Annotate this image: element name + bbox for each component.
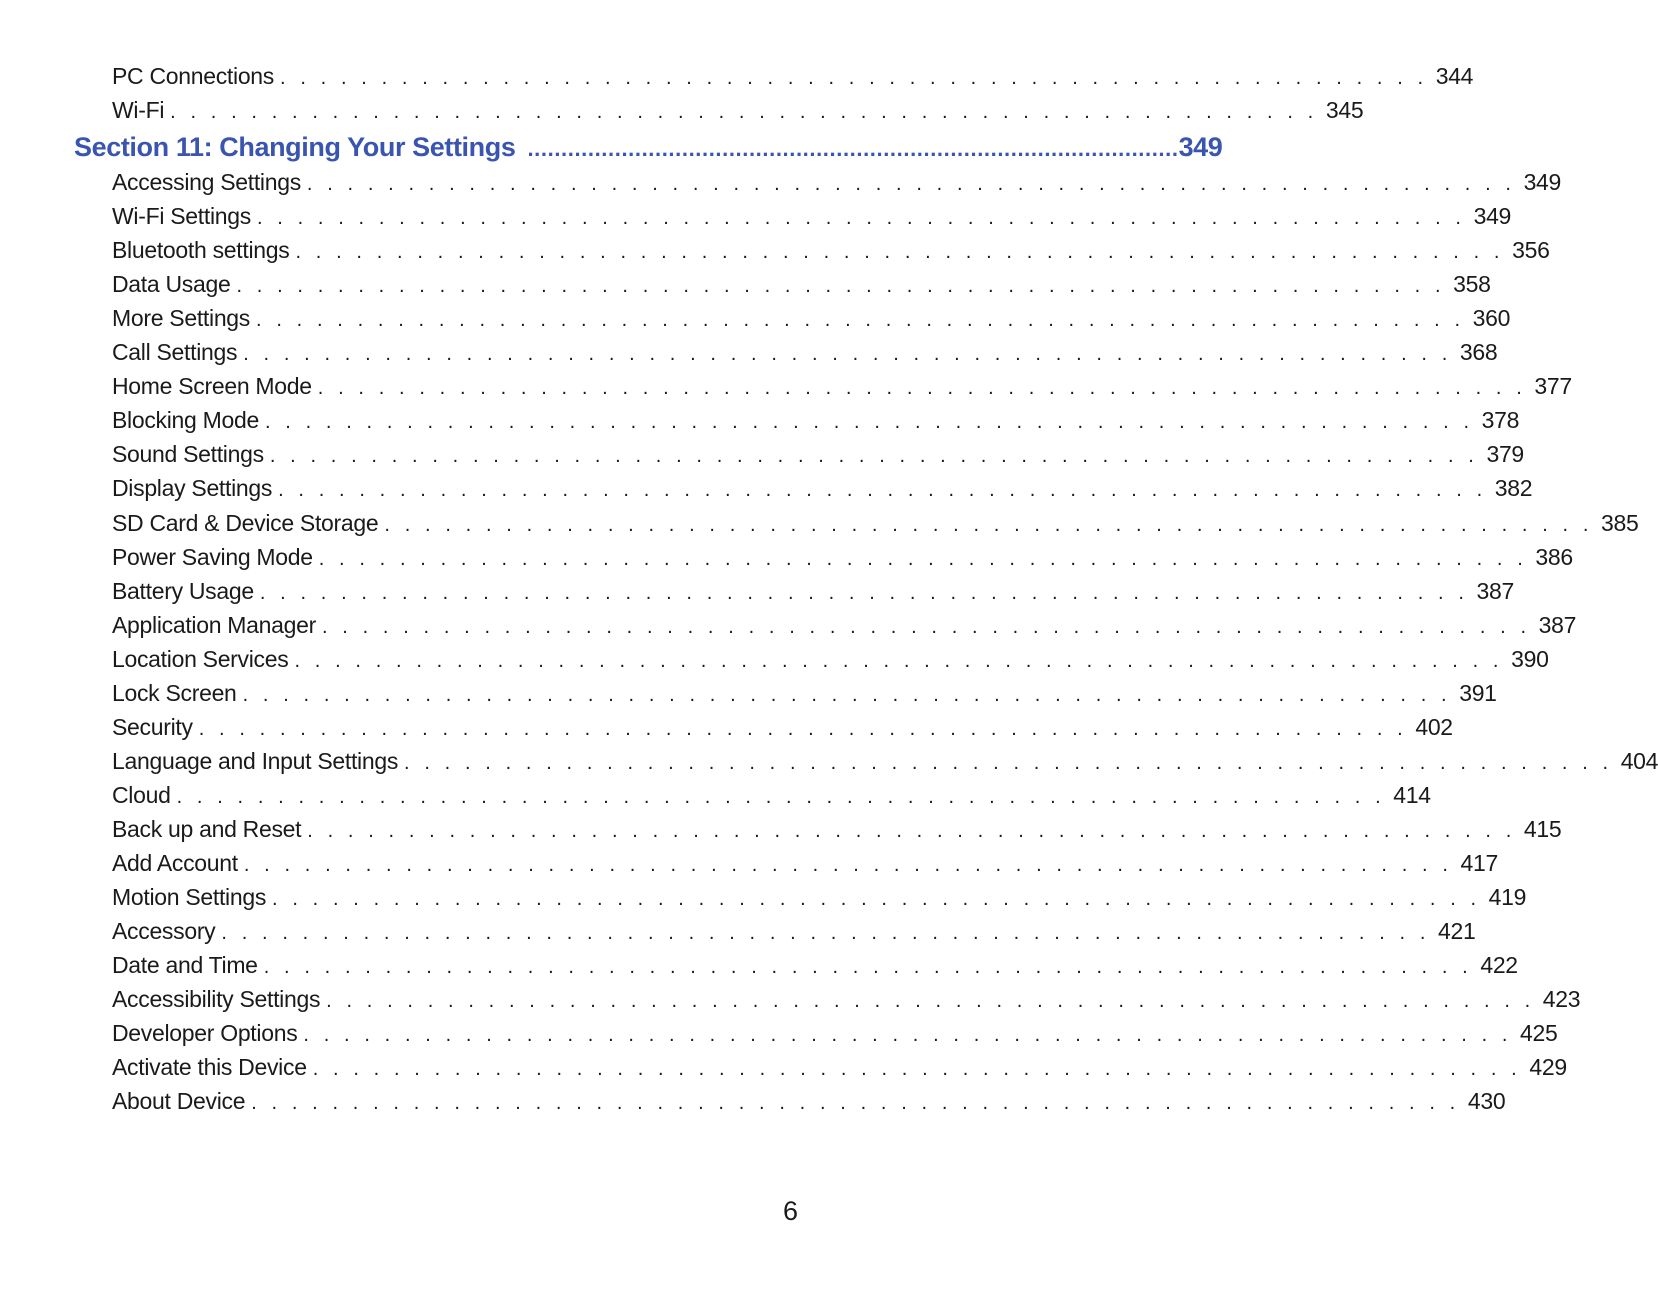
toc-entry-page: 422 bbox=[1472, 948, 1517, 982]
toc-entry-page: 368 bbox=[1452, 335, 1497, 369]
dot-leader: . . . . . . . . . . . . . . . . . . . . . . . . . . . . . . . . . . . . . . . . . . . . . . . . . . . . . . . . . . . . bbox=[295, 241, 1505, 263]
dot-leader: . . . . . . . . . . . . . . . . . . . . . . . . . . . . . . . . . . . . . . . . . . . . . . . . . . . . . . . . . . . . bbox=[259, 582, 1469, 604]
dot-leader: . . . . . . . . . . . . . . . . . . . . . . . . . . . . . . . . . . . . . . . . . . . . . . . . . . . . . . . . . . . . bbox=[384, 514, 1594, 536]
section-heading-page: 349 bbox=[1178, 132, 1223, 162]
toc-entry[interactable] bbox=[112, 744, 1658, 778]
toc-entry-page: 404 bbox=[1613, 744, 1658, 778]
toc-entry-page: 382 bbox=[1487, 471, 1532, 505]
toc-entry[interactable] bbox=[112, 369, 1572, 403]
toc-entry-page: 390 bbox=[1503, 642, 1548, 676]
dot-leader: . . . . . . . . . . . . . . . . . . . . . . . . . . . . . . . . . . . . . . . . . . . . . . . . . . . . . . . . . bbox=[280, 67, 1428, 89]
toc-entry[interactable] bbox=[112, 574, 1514, 608]
toc-entry-page: 345 bbox=[1318, 93, 1363, 127]
toc-entry[interactable] bbox=[112, 471, 1533, 505]
toc-entry-page: 377 bbox=[1526, 369, 1571, 403]
toc-entry-page: 429 bbox=[1521, 1050, 1566, 1084]
toc-entry-label: Bluetooth settings bbox=[112, 233, 295, 267]
dot-leader: . . . . . . . . . . . . . . . . . . . . . . . . . . . . . . . . . . . . . . . . . . . . . . . . . . . . . . . . . . . . bbox=[236, 275, 1446, 297]
dot-leader: . . . . . . . . . . . . . . . . . . . . . . . . . . . . . . . . . . . . . . . . . . . . . . . . . . . . . . . . . . . . bbox=[272, 888, 1481, 910]
toc-entry-page: 421 bbox=[1430, 914, 1475, 948]
toc-entry[interactable] bbox=[112, 778, 1431, 812]
toc-entry-label: PC Connections bbox=[112, 59, 280, 93]
dot-leader: . . . . . . . . . . . . . . . . . . . . . . . . . . . . . . . . . . . . . . . . . . . . . . . . . . . . . . . . . . . . bbox=[318, 548, 1528, 570]
dot-leader: . . . . . . . . . . . . . . . . . . . . . . . . . . . . . . . . . . . . . . . . . . . . . . . . . . . . . . . . . . . . bbox=[198, 718, 1408, 740]
toc-entry-label: Activate this Device bbox=[112, 1050, 313, 1084]
toc-entry[interactable] bbox=[112, 982, 1581, 1016]
toc-entry[interactable] bbox=[112, 948, 1518, 982]
toc-entry[interactable] bbox=[112, 1050, 1567, 1084]
dot-leader: . . . . . . . . . . . . . . . . . . . . . . . . . . . . . . . . . . . . . . . . . . . . . . . . . . . . . . . . . . . . bbox=[303, 1024, 1513, 1046]
toc-entry-label: Wi-Fi bbox=[112, 93, 170, 127]
toc-entry-label: Blocking Mode bbox=[112, 403, 265, 437]
toc-entry[interactable] bbox=[112, 267, 1491, 301]
dot-leader: . . . . . . . . . . . . . . . . . . . . . . . . . . . . . . . . . . . . . . . . . . . . . . . . . . . . . . . . . . . . bbox=[264, 411, 1474, 433]
toc-entry-label: Data Usage bbox=[112, 267, 236, 301]
toc-entry-page: 430 bbox=[1460, 1084, 1505, 1118]
toc-entry-page: 385 bbox=[1593, 506, 1638, 540]
dot-leader: . . . . . . . . . . . . . . . . . . . . . . . . . . . . . . . . . . . . . . . . . . . . . . . . . . . . . . . . . . . . bbox=[243, 854, 1453, 876]
toc-entry[interactable] bbox=[112, 1084, 1506, 1118]
toc-entry-label: Location Services bbox=[112, 642, 294, 676]
toc-entry[interactable] bbox=[112, 880, 1527, 914]
toc-entry-label: More Settings bbox=[112, 301, 256, 335]
toc-entry-label: Battery Usage bbox=[112, 574, 260, 608]
toc-entry-page: 417 bbox=[1453, 846, 1498, 880]
dot-leader: . . . . . . . . . . . . . . . . . . . . . . . . . . . . . . . . . . . . . . . . . . . . . . . . . . . . . . . . . bbox=[170, 101, 1318, 123]
dot-leader: . . . . . . . . . . . . . . . . . . . . . . . . . . . . . . . . . . . . . . . . . . . . . . . . . . . . . . . . . . . . bbox=[243, 343, 1452, 365]
dot-leader: . . . . . . . . . . . . . . . . . . . . . . . . . . . . . . . . . . . . . . . . . . . . . . . . . . . . . . . . . . . . bbox=[256, 207, 1466, 229]
toc-entry-label: Power Saving Mode bbox=[112, 540, 319, 574]
toc-entry-label: Call Settings bbox=[112, 335, 243, 369]
toc-entry-page: 378 bbox=[1474, 403, 1519, 437]
toc-entry-pc-connections[interactable] bbox=[112, 59, 1474, 93]
toc-entry-page: 349 bbox=[1466, 199, 1511, 233]
toc-entry-page: 386 bbox=[1527, 540, 1572, 574]
toc-entry[interactable] bbox=[112, 540, 1573, 574]
dot-leader: . . . . . . . . . . . . . . . . . . . . . . . . . . . . . . . . . . . . . . . . . . . . . . . . . . . . . . . . . . . . bbox=[242, 684, 1452, 706]
dot-leader: . . . . . . . . . . . . . . . . . . . . . . . . . . . . . . . . . . . . . . . . . . . . . . . . . . . . . . . . . . . . bbox=[269, 445, 1479, 467]
dot-leader: . . . . . . . . . . . . . . . . . . . . . . . . . . . . . . . . . . . . . . . . . . . . . . . . . . . . . . . . . . . . bbox=[326, 990, 1535, 1012]
toc-entry[interactable] bbox=[112, 437, 1524, 471]
toc-entry[interactable] bbox=[112, 608, 1577, 642]
toc-entry-page: 344 bbox=[1428, 59, 1473, 93]
toc-entry[interactable] bbox=[112, 335, 1498, 369]
toc-entry[interactable] bbox=[112, 914, 1476, 948]
toc-entry[interactable] bbox=[112, 301, 1511, 335]
toc-entry-page: 415 bbox=[1516, 812, 1561, 846]
toc-entry-page: 387 bbox=[1468, 574, 1513, 608]
section-heading-label: Section 11: Changing Your Settings bbox=[74, 132, 516, 162]
toc-entry-page: 358 bbox=[1445, 267, 1490, 301]
toc-entry-label: Accessory bbox=[112, 914, 221, 948]
toc-entry-label: Cloud bbox=[112, 778, 177, 812]
toc-entry-label: Developer Options bbox=[112, 1016, 303, 1050]
toc-entry-page: 356 bbox=[1504, 233, 1549, 267]
toc-entry-page: 402 bbox=[1407, 710, 1452, 744]
toc-entry-label: Add Account bbox=[112, 846, 244, 880]
toc-entry-page: 387 bbox=[1531, 608, 1576, 642]
toc-entry-page: 423 bbox=[1535, 982, 1580, 1016]
toc-entry-label: Application Manager bbox=[112, 608, 322, 642]
toc-entry-label: Accessibility Settings bbox=[112, 982, 326, 1016]
toc-entry-wi-fi[interactable] bbox=[112, 93, 1364, 127]
toc-entry-page: 391 bbox=[1451, 676, 1496, 710]
page-number: 6 bbox=[783, 1196, 799, 1226]
dot-leader: . . . . . . . . . . . . . . . . . . . . . . . . . . . . . . . . . . . . . . . . . . . . . . . . . . . . . . . . . . . . bbox=[251, 1092, 1460, 1114]
toc-entry[interactable] bbox=[112, 710, 1453, 744]
toc-entry-label: About Device bbox=[112, 1084, 251, 1118]
toc-entry-page: 379 bbox=[1478, 437, 1523, 471]
section-heading[interactable] bbox=[74, 128, 1223, 166]
toc-entry[interactable] bbox=[112, 1016, 1558, 1050]
dot-leader: . . . . . . . . . . . . . . . . . . . . . . . . . . . . . . . . . . . . . . . . . . . . . . . . . . . . . . . . . . . . bbox=[307, 820, 1516, 842]
toc-entry-label: Display Settings bbox=[112, 471, 278, 505]
toc-entry-label: Date and Time bbox=[112, 948, 264, 982]
toc-entry-label: Wi-Fi Settings bbox=[112, 199, 257, 233]
toc-entry-label: Accessing Settings bbox=[112, 165, 307, 199]
dot-leader: . . . . . . . . . . . . . . . . . . . . . . . . . . . . . . . . . . . . . . . . . . . . . . . . . . . . . . . . . . . . bbox=[321, 616, 1531, 638]
toc-entry-label: Lock Screen bbox=[112, 676, 243, 710]
toc-entry-page: 425 bbox=[1512, 1016, 1557, 1050]
dot-leader: . . . . . . . . . . . . . . . . . . . . . . . . . . . . . . . . . . . . . . . . . . . . . . . . . . . . . . . . . . . . bbox=[294, 650, 1504, 672]
toc-entry-page: 349 bbox=[1516, 165, 1561, 199]
dot-leader: . . . . . . . . . . . . . . . . . . . . . . . . . . . . . . . . . . . . . . . . . . . . . . . . . . . . . . . . . . . . bbox=[176, 786, 1386, 808]
toc-entry-label: SD Card & Device Storage bbox=[112, 506, 384, 540]
dot-leader: . . . . . . . . . . . . . . . . . . . . . . . . . . . . . . . . . . . . . . . . . . . . . . . . . . . . . . . . . . . . bbox=[256, 309, 1465, 331]
dot-leader: . . . . . . . . . . . . . . . . . . . . . . . . . . . . . . . . . . . . . . . . . . . . . . . . . . . . . . . . . . . . bbox=[404, 752, 1613, 774]
toc-entry-label: Language and Input Settings bbox=[112, 744, 404, 778]
dot-leader: . . . . . . . . . . . . . . . . . . . . . . . . . . . . . . . . . . . . . . . . . . . . . . . . . . . . . . . . . . . . bbox=[317, 377, 1527, 399]
toc-entry-label: Back up and Reset bbox=[112, 812, 307, 846]
toc-entry-page: 360 bbox=[1465, 301, 1510, 335]
dot-leader: . . . . . . . . . . . . . . . . . . . . . . . . . . . . . . . . . . . . . . . . . . . . . . . . . . . . . . . . . . . . bbox=[278, 479, 1487, 501]
toc-entry[interactable] bbox=[112, 812, 1562, 846]
toc-entry[interactable] bbox=[112, 846, 1498, 880]
toc-entry-label: Security bbox=[112, 710, 199, 744]
dot-leader: ................................................................................................. bbox=[527, 136, 1179, 161]
toc-entry[interactable] bbox=[112, 233, 1550, 267]
dot-leader: . . . . . . . . . . . . . . . . . . . . . . . . . . . . . . . . . . . . . . . . . . . . . . . . . . . . . . . . . . . . bbox=[312, 1058, 1522, 1080]
toc-entry[interactable] bbox=[112, 403, 1520, 437]
toc-entry-page: 419 bbox=[1481, 880, 1526, 914]
toc-entry-label: Sound Settings bbox=[112, 437, 270, 471]
toc-entry[interactable] bbox=[112, 199, 1512, 233]
dot-leader: . . . . . . . . . . . . . . . . . . . . . . . . . . . . . . . . . . . . . . . . . . . . . . . . . . . . . . . . . . . . bbox=[263, 956, 1473, 978]
dot-leader: . . . . . . . . . . . . . . . . . . . . . . . . . . . . . . . . . . . . . . . . . . . . . . . . . . . . . . . . . . . . bbox=[221, 922, 1431, 944]
toc-entry[interactable] bbox=[112, 506, 1639, 540]
dot-leader: . . . . . . . . . . . . . . . . . . . . . . . . . . . . . . . . . . . . . . . . . . . . . . . . . . . . . . . . . . . . bbox=[306, 173, 1516, 195]
toc-entry[interactable] bbox=[112, 676, 1497, 710]
toc-entry[interactable] bbox=[112, 165, 1562, 199]
toc-entry[interactable] bbox=[112, 642, 1549, 676]
toc-entry-label: Home Screen Mode bbox=[112, 369, 318, 403]
toc-entry-label: Motion Settings bbox=[112, 880, 272, 914]
toc-entry-page: 414 bbox=[1385, 778, 1430, 812]
